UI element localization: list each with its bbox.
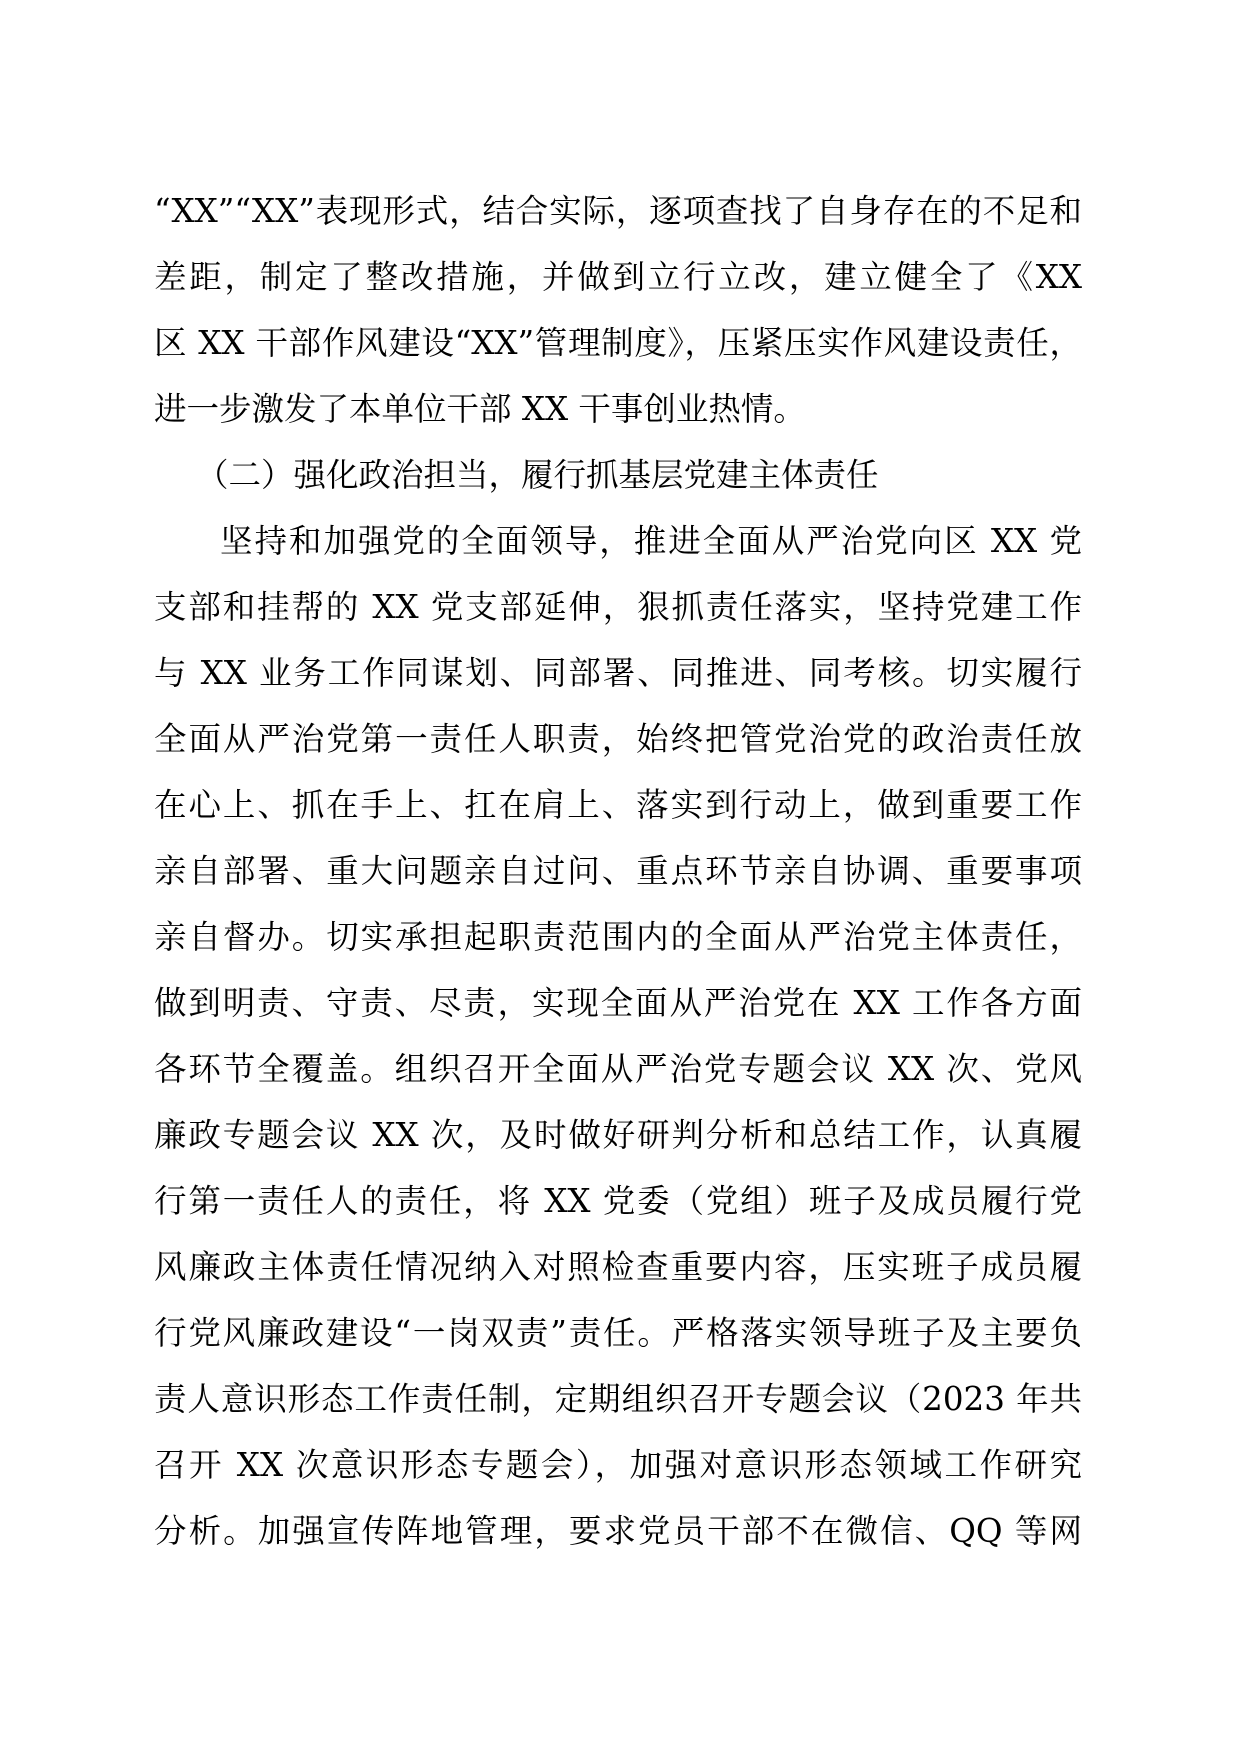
paragraph-line: 分析。加强宣传阵地管理，要求党员干部不在微信、QQ 等网	[154, 1512, 1082, 1550]
paragraph-line: 亲自部署、重大问题亲自过问、重点环节亲自协调、重要事项	[154, 852, 1082, 890]
paragraph-line: 做到明责、守责、尽责，实现全面从严治党在 XX 工作各方面	[154, 984, 1082, 1022]
paragraph-line: 全面从严治党第一责任人职责，始终把管党治党的政治责任放	[154, 720, 1082, 758]
paragraph-line: 责人意识形态工作责任制，定期组织召开专题会议（2023 年共	[154, 1380, 1082, 1418]
paragraph-line: 差距，制定了整改措施，并做到立行立改，建立健全了《XX	[154, 258, 1082, 296]
paragraph-line: 区 XX 干部作风建设“XX”管理制度》，压紧压实作风建设责任，	[154, 324, 1082, 362]
section-heading: （二）强化政治担当，履行抓基层党建主体责任	[196, 456, 879, 494]
paragraph-line: 坚持和加强党的全面领导，推进全面从严治党向区 XX 党	[220, 522, 1082, 560]
paragraph-line: 各环节全覆盖。组织召开全面从严治党专题会议 XX 次、党风	[154, 1050, 1082, 1088]
paragraph-line: 亲自督办。切实承担起职责范围内的全面从严治党主体责任，	[154, 918, 1082, 956]
document-body	[154, 178, 1082, 1564]
paragraph-line: 廉政专题会议 XX 次，及时做好研判分析和总结工作，认真履	[154, 1116, 1082, 1154]
paragraph-line: “XX”“XX”表现形式，结合实际，逐项查找了自身存在的不足和	[154, 192, 1082, 230]
paragraph-line: 行党风廉政建设“一岗双责”责任。严格落实领导班子及主要负	[154, 1314, 1082, 1352]
paragraph-line: 在心上、抓在手上、扛在肩上、落实到行动上，做到重要工作	[154, 786, 1082, 824]
paragraph-line: 支部和挂帮的 XX 党支部延伸，狠抓责任落实，坚持党建工作	[154, 588, 1082, 626]
paragraph-line: 召开 XX 次意识形态专题会），加强对意识形态领域工作研究	[154, 1446, 1082, 1484]
paragraph-line: 行第一责任人的责任，将 XX 党委（党组）班子及成员履行党	[154, 1182, 1082, 1220]
paragraph-line: 风廉政主体责任情况纳入对照检查重要内容，压实班子成员履	[154, 1248, 1082, 1286]
paragraph-line: 与 XX 业务工作同谋划、同部署、同推进、同考核。切实履行	[154, 654, 1082, 692]
paragraph-line: 进一步激发了本单位干部 XX 干事创业热情。	[154, 390, 806, 428]
